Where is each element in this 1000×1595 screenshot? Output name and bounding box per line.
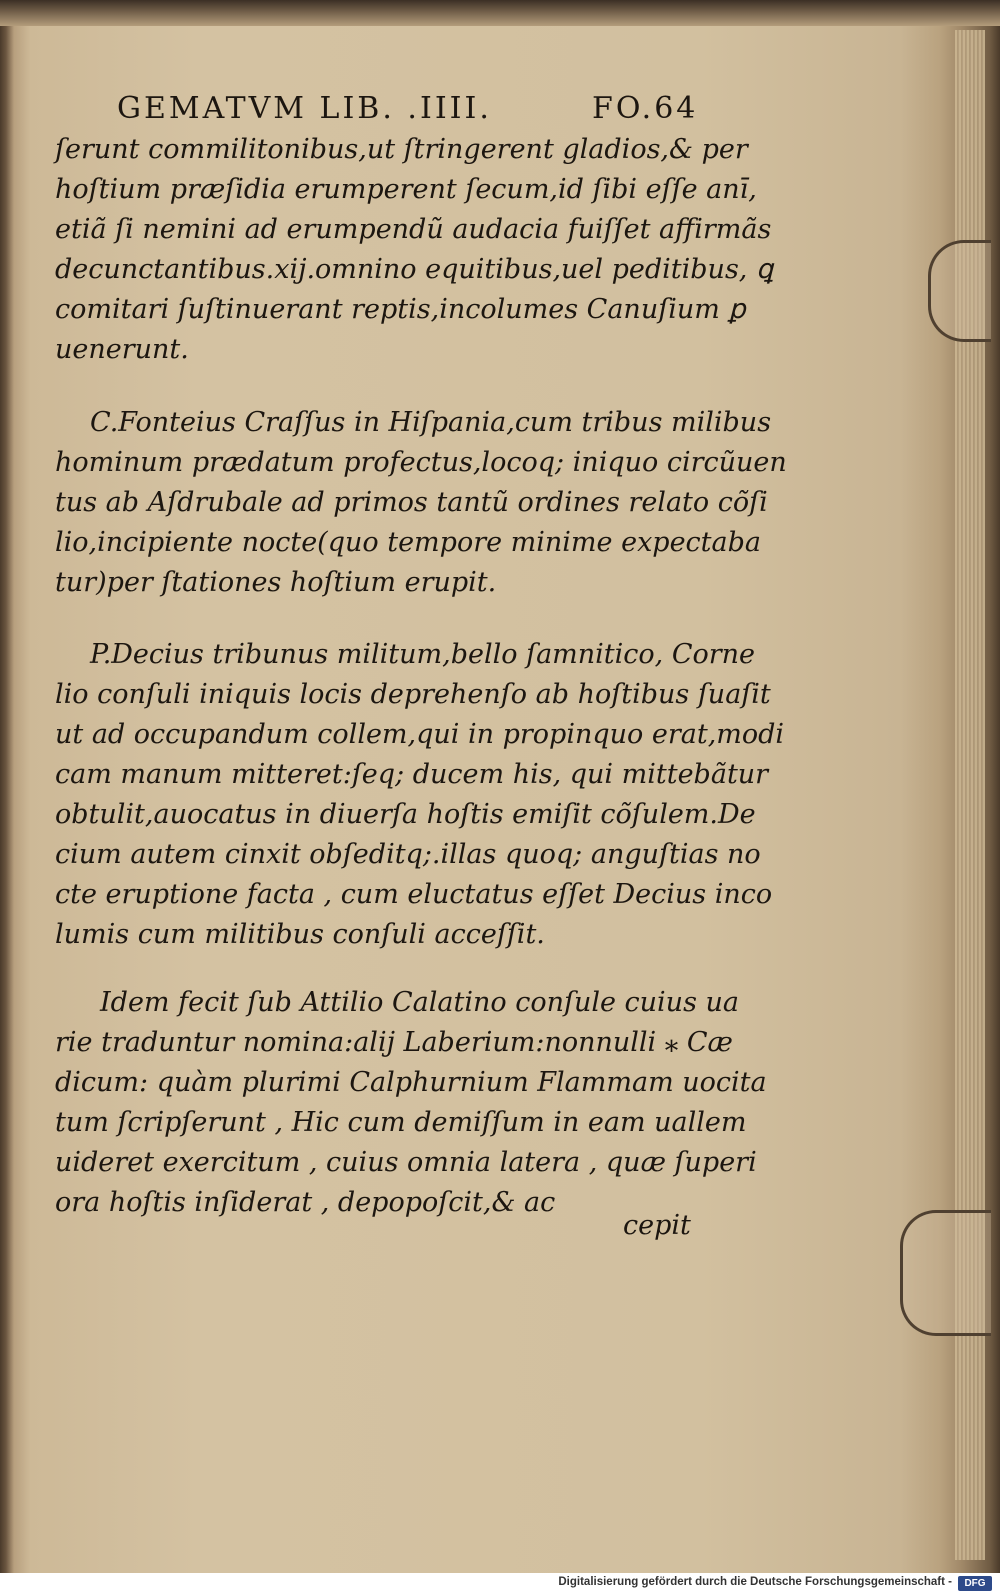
text-line: tur)per ſtationes hoſtium erupit.	[55, 567, 497, 598]
printed-page	[55, 85, 787, 1285]
text-line: lumis cum militibus conſuli acceſſit.	[55, 919, 545, 950]
text-line: lio,incipiente nocte(quo tempore minime expectaba	[55, 527, 762, 558]
text-line: ſerunt commilitonibus,ut ſtringerent gladios,& per	[55, 134, 748, 165]
running-title: GEMATVM LIB. .IIII.	[117, 91, 492, 126]
text-line: hoſtium præſidia erumperent ſecum,id ſibi eſſe anī,	[55, 174, 757, 205]
text-line: cium autem cinxit obſeditq;.illas quoq; anguſtias no	[55, 839, 761, 870]
running-header	[117, 85, 737, 133]
text-line: tus ab Aſdrubale ad primos tantũ ordines relato cõſi	[55, 487, 768, 518]
text-line: rie traduntur nomina:alij Laberium:nonnulli ⁎ Cæ	[55, 1027, 733, 1058]
text-line: uenerunt.	[55, 334, 189, 365]
text-line: C.Fonteius Craſſus in Hiſpania,cum tribus milibus	[90, 407, 772, 438]
clasp-tab-lower	[900, 1210, 991, 1336]
text-line: lio conſuli iniquis locis deprehenſo ab hoſtibus ſuaſit	[55, 679, 771, 710]
text-line: dicum: quàm plurimi Calphurnium Flammam uocita	[55, 1067, 767, 1098]
text-line: obtulit,auocatus in diuerſa hoſtis emiſit cõſulem.De	[55, 799, 756, 830]
top-binding-edge	[0, 0, 1000, 26]
text-line: cte eruptione facta , cum eluctatus eſſet Decius inco	[55, 879, 773, 910]
text-line: hominum prædatum profectus,locoq; iniquo circũuen	[55, 447, 787, 478]
text-line: P.Decius tribunus militum,bello ſamnitico, Corne	[90, 639, 756, 670]
text-line: cam manum mitteret:ſeq; ducem his, qui mittebãtur	[55, 759, 769, 790]
catchword: cepit	[623, 1210, 691, 1241]
clasp-tab-upper	[928, 240, 991, 342]
text-line: ora hoſtis inſiderat , depopoſcit,& ac	[55, 1187, 556, 1218]
text-line: uideret exercitum , cuius omnia latera , quæ ſuperi	[55, 1147, 757, 1178]
text-line: etiã ſi nemini ad erumpendũ audacia fuiſſet affirmãs	[55, 214, 772, 245]
folio-number: FO.64	[592, 91, 699, 126]
text-line: decunctantibus.xij.omnino equitibus,uel peditibus, ꝗ	[55, 254, 774, 285]
text-line: comitari ſuſtinuerant reptis,incolumes Canuſium ꝑ	[55, 294, 746, 325]
dfg-logo-icon: DFG	[958, 1576, 992, 1591]
text-line: tum ſcripſerunt , Hic cum demiſſum in eam uallem	[55, 1107, 747, 1138]
text-line: ut ad occupandum collem,qui in propinquo erat,modi	[55, 719, 785, 750]
text-line: Idem fecit ſub Attilio Calatino conſule cuius ua	[100, 987, 739, 1018]
digitization-footer	[0, 1573, 1000, 1595]
funding-credit: Digitalisierung gefördert durch die Deutsche Forschungsgemeinschaft -	[558, 1576, 952, 1588]
